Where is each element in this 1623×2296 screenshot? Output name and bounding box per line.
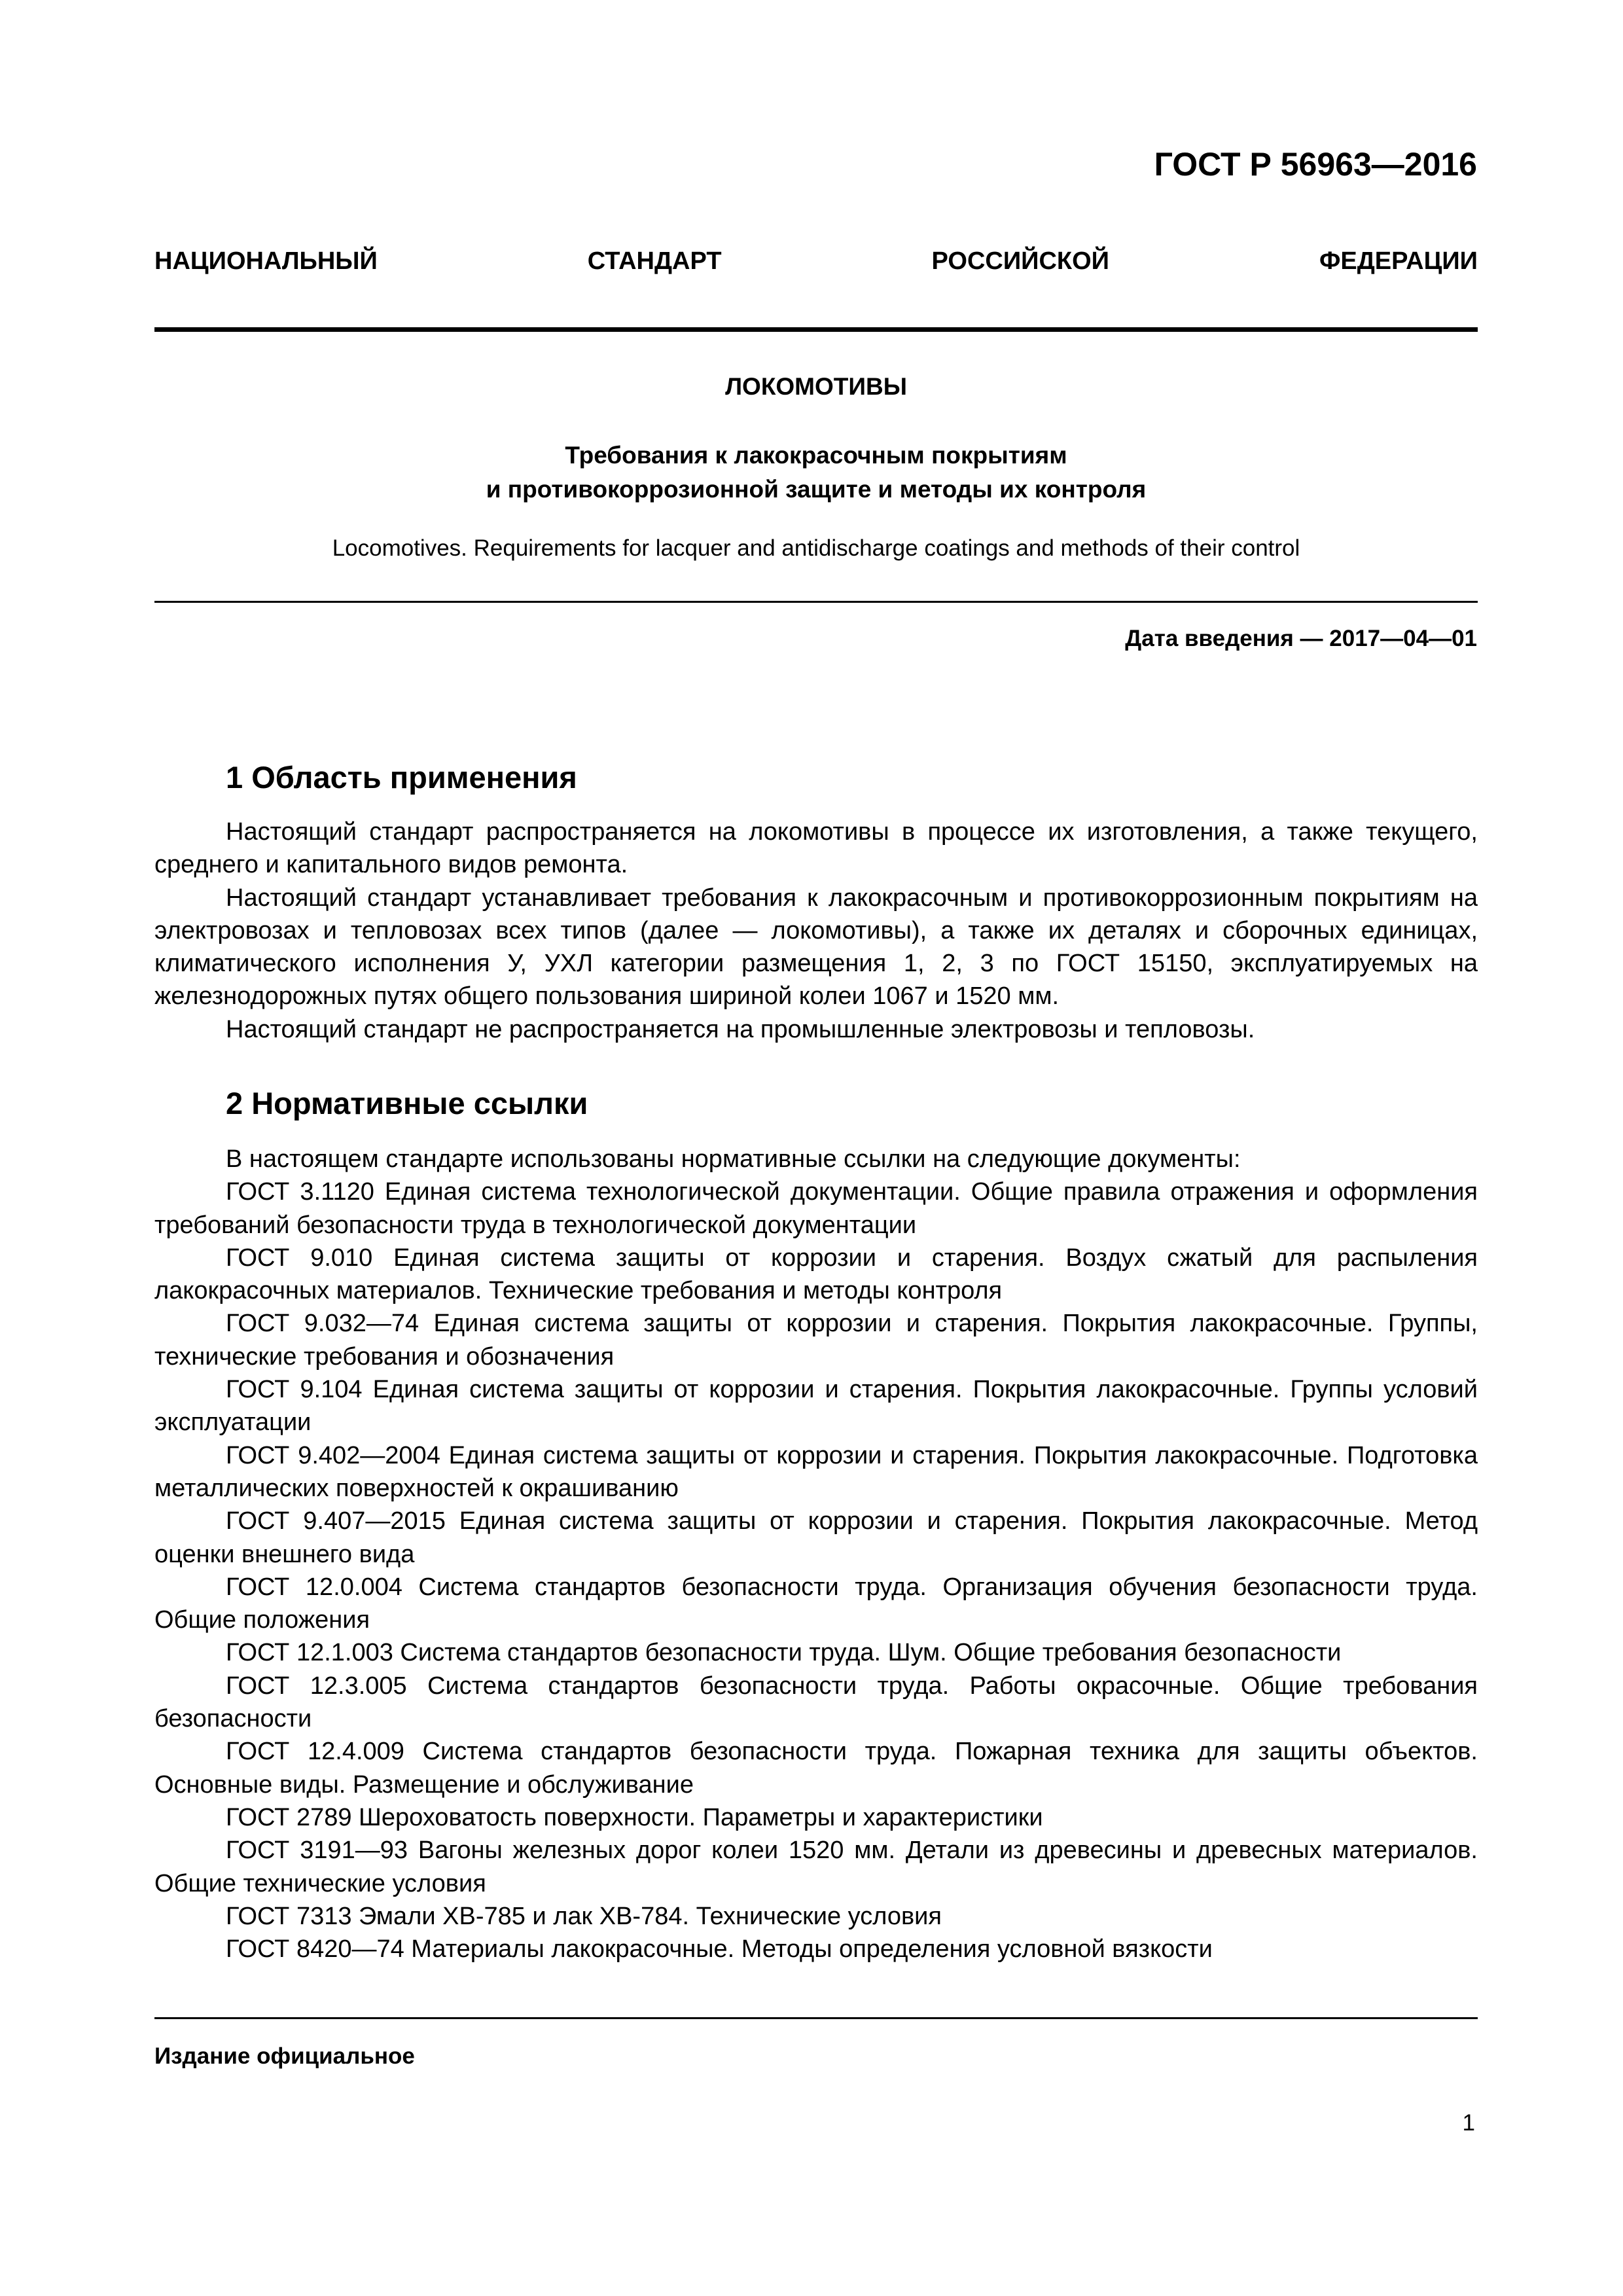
paragraph: Настоящий стандарт не распространяется на промышленные электровозы и тепловозы.	[226, 1015, 1255, 1043]
banner-word: СТАНДАРТ	[587, 247, 722, 275]
section-heading-scope: 1 Область применения	[226, 760, 577, 795]
subtitle-line: и противокоррозионной защите и методы их контроля	[486, 476, 1147, 503]
reference-item: ГОСТ 9.010 Единая система защиты от коррозии и старения. Воздух сжатый для распыления лакокрасочных материалов. Технические требования и методы контроля	[154, 1244, 1478, 1305]
paragraph: Настоящий стандарт распространяется на локомотивы в процессе их изготовления, а также текущего, среднего и капитального видов ремонта.	[154, 818, 1478, 879]
national-standard-banner	[154, 247, 1478, 276]
reference-item: ГОСТ 9.032—74 Единая система защиты от коррозии и старения. Покрытия лакокрасочные. Группы, технические требования и обозначения	[154, 1310, 1478, 1371]
reference-item: ГОСТ 12.0.004 Система стандартов безопасности труда. Организация обучения безопасности труда. Общие положения	[154, 1573, 1478, 1634]
reference-item: ГОСТ 7313 Эмали ХВ-785 и лак ХВ-784. Технические условия	[226, 1902, 942, 1930]
reference-item: ГОСТ 12.3.005 Система стандартов безопасности труда. Работы окрасочные. Общие требования безопасности	[154, 1672, 1478, 1733]
subtitle-line: Требования к лакокрасочным покрытиям	[565, 442, 1067, 469]
reference-item: ГОСТ 2789 Шероховатость поверхности. Параметры и характеристики	[226, 1803, 1043, 1831]
introduction-date: Дата введения — 2017—04—01	[1125, 626, 1477, 651]
document-subtitle	[154, 439, 1478, 507]
standard-code: ГОСТ Р 56963—2016	[1154, 146, 1477, 183]
section-references-body	[154, 1143, 1478, 1965]
official-edition-label: Издание официальное	[154, 2043, 415, 2069]
banner-word: ФЕДЕРАЦИИ	[1319, 247, 1478, 275]
reference-item: ГОСТ 9.407—2015 Единая система защиты от коррозии и старения. Покрытия лакокрасочные. Метод оценки внешнего вида	[154, 1507, 1478, 1568]
reference-item: ГОСТ 3.1120 Единая система технологической документации. Общие правила отражения и оформления требований безопасности труда в технологической документации	[154, 1178, 1478, 1239]
section-heading-references: 2 Нормативные ссылки	[226, 1086, 588, 1121]
reference-item: ГОСТ 12.1.003 Система стандартов безопасности труда. Шум. Общие требования безопасности	[226, 1639, 1342, 1667]
banner-word: НАЦИОНАЛЬНЫЙ	[154, 247, 378, 275]
reference-item: ГОСТ 8420—74 Материалы лакокрасочные. Методы определения условной вязкости	[226, 1935, 1213, 1964]
reference-item: ГОСТ 12.4.009 Система стандартов безопасности труда. Пожарная техника для защиты объектов. Основные виды. Размещение и обслуживание	[154, 1738, 1478, 1799]
title-divider	[154, 601, 1478, 603]
footer-divider	[154, 2017, 1478, 2019]
header-divider	[154, 327, 1478, 332]
page-number: 1	[1462, 2110, 1475, 2136]
reference-item: ГОСТ 3191—93 Вагоны железных дорог колеи 1520 мм. Детали из древесины и древесных материалов. Общие технические условия	[154, 1837, 1478, 1897]
reference-item: ГОСТ 9.402—2004 Единая система защиты от коррозии и старения. Покрытия лакокрасочные. Подготовка металлических поверхностей к окрашиванию	[154, 1441, 1478, 1502]
banner-word: РОССИЙСКОЙ	[931, 247, 1109, 275]
paragraph: В настоящем стандарте использованы нормативные ссылки на следующие документы:	[226, 1145, 1241, 1173]
reference-item: ГОСТ 9.104 Единая система защиты от коррозии и старения. Покрытия лакокрасочные. Группы условий эксплуатации	[154, 1376, 1478, 1437]
section-scope-body	[154, 816, 1478, 1046]
document-title: ЛОКОМОТИВЫ	[725, 373, 907, 400]
paragraph: Настоящий стандарт устанавливает требования к лакокрасочным и противокоррозионным покрытиям на электровозах и тепловозах всех типов (далее — локомотивы), а также их деталях и сборочных единицах, климатического исполнения У, УХЛ категории размещения 1, 2, 3 по ГОСТ 15150, эксплуатируемых на железнодорожных путях общего пользования шириной колеи 1067 и 1520 мм.	[154, 884, 1478, 1011]
english-title: Locomotives. Requirements for lacquer and antidischarge coatings and methods of their control	[332, 535, 1300, 561]
